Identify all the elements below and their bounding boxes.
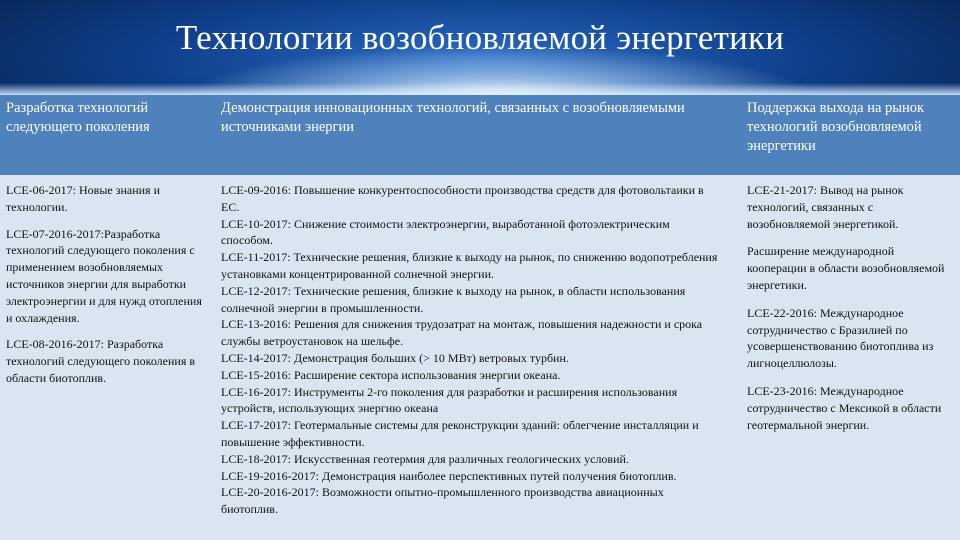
- list-item: LCE-16-2017: Инструменты 2-го поколения для разработки и расширения использования устройств, использующих энергию океана: [221, 384, 678, 416]
- column-market-uptake: [747, 182, 952, 444]
- list-item: LCE-11-2017: Технические решения, близкие к выходу на рынок, по снижению водопотребления установками концентрированной солнечной энергии.: [221, 250, 718, 281]
- list-item: LCE-21-2017: Вывод на рынок технологий, связанных с возобновляемой энергетикой.: [747, 183, 904, 231]
- header-demonstration: Демонстрация инновационных технологий, связанных с возобновляемыми источниками энергии: [221, 100, 685, 135]
- header-next-generation: Разработка технологий следующего поколения: [6, 100, 150, 135]
- list-item: LCE-20-2016-2017: Возможности опытно-промышленного производства авиационных биотоплив.: [221, 485, 664, 517]
- list-item: LCE-19-2016-2017: Демонстрация наиболее перспективных путей получения биотоплив.: [221, 468, 677, 483]
- topics-table: [0, 95, 960, 540]
- list-item: LCE-06-2017: Новые знания и технологии.: [6, 183, 160, 214]
- list-item: LCE-14-2017: Демонстрация больших (> 10 МВт) ветровых турбин.: [221, 350, 569, 365]
- title-banner: [0, 0, 960, 95]
- header-market-uptake: Поддержка выхода на рынок технологий возобновляемой энергетики: [747, 100, 925, 154]
- list-item: LCE-13-2016: Решения для снижения трудозатрат на монтаж, повышения надежности и срока службы ветроустановок на шельфе.: [221, 317, 703, 349]
- list-item: LCE-09-2016: Повышение конкурентоспособности производства средств для фотовольтаики в ЕС.: [221, 183, 704, 214]
- column-demonstration: [221, 182, 721, 518]
- list-item: LCE-10-2017: Снижение стоимости электроэнергии, выработанной фотоэлектрическим способом.: [221, 216, 670, 248]
- list-item: LCE-17-2017: Геотермальные системы для реконструкции зданий: облегчение инсталляции и повышение эффективности.: [221, 418, 699, 449]
- table-header-row: [0, 95, 960, 175]
- list-item: LCE-07-2016-2017:Разработка технологий следующего поколения с применением возобновляемых источников энергии для выработки электроэнергии и для нужд отопления и охлаждения.: [6, 226, 202, 325]
- list-item: LCE-08-2016-2017: Разработка технологий следующего поколения в области биотоплив.: [6, 337, 195, 385]
- list-item: LCE-22-2016: Международное сотрудничество с Бразилией по усовершенствованию биотоплива из лигноцеллюлозы.: [747, 305, 934, 371]
- table-body-row: [0, 175, 960, 540]
- list-item: LCE-18-2017: Искусственная геотермия для различных геологических условий.: [221, 451, 629, 466]
- list-item: LCE-23-2016: Международное сотрудничество с Мексикой в области геотермальной энергии.: [747, 383, 942, 432]
- list-item: LCE-12-2017: Технические решения, близкие к выходу на рынок, в области использования солнечной энергии в промышленности.: [221, 283, 686, 315]
- list-item: Расширение международной кооперации в области возобновляемой энергетики.: [747, 244, 945, 292]
- column-next-generation: [6, 182, 211, 397]
- slide-title: Технологии возобновляемой энергетики: [175, 18, 785, 57]
- list-item: LCE-15-2016: Расширение сектора использования энергии океана.: [221, 367, 561, 382]
